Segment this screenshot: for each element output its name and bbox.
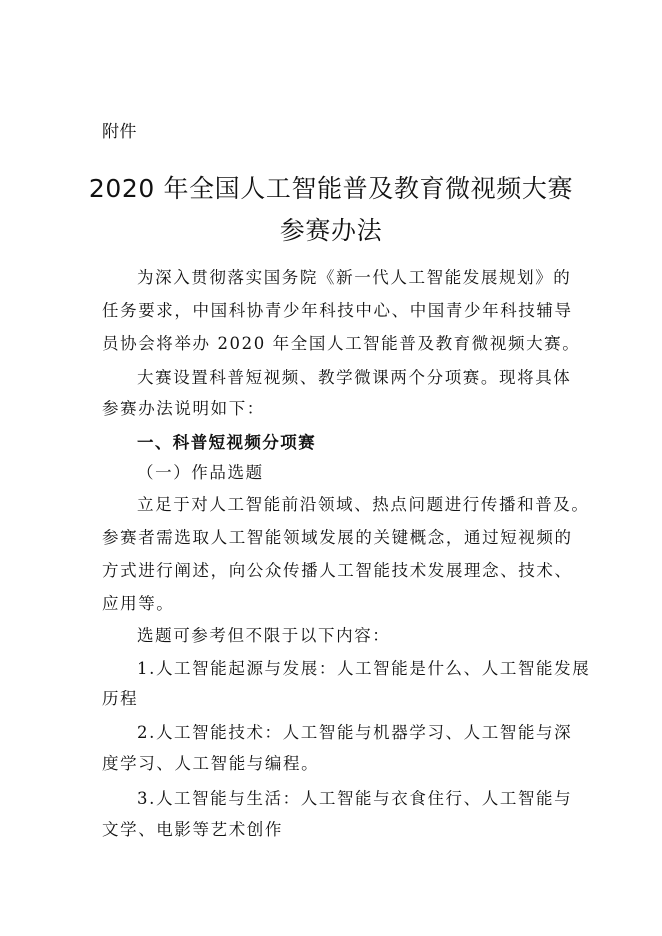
paragraph-line: 方式进行阐述，向公众传播人工智能技术发展理念、技术、 [102, 561, 573, 580]
paragraph-line: 参赛办法说明如下： [102, 399, 265, 418]
document-title-line-1: 2020 年全国人工智能普及教育微视频大赛 [88, 174, 574, 203]
section-heading: 一、科普短视频分项赛 [137, 433, 316, 452]
attachment-label: 附件 [102, 122, 137, 142]
subsection-heading: （一）作品选题 [137, 463, 264, 482]
paragraph-line: 员协会将举办 2020 年全国人工智能普及教育微视频大赛。 [102, 334, 581, 353]
list-item-line: 3.人工智能与生活：人工智能与衣食住行、人工智能与 [137, 789, 573, 808]
list-item-line: 度学习、人工智能与编程。 [102, 754, 320, 773]
paragraph-line: 大赛设置科普短视频、教学微课两个分项赛。现将具体 [137, 368, 572, 387]
document-title-line-2: 参赛办法 [279, 216, 383, 245]
list-item-line: 文学、电影等艺术创作 [102, 820, 283, 839]
paragraph-line: 立足于对人工智能前沿领域、热点问题进行传播和普及。 [137, 495, 590, 514]
paragraph-line: 选题可参考但不限于以下内容： [137, 626, 391, 645]
list-item-line: 1.人工智能起源与发展：人工智能是什么、人工智能发展 [137, 659, 591, 678]
list-item-line: 历程 [102, 689, 139, 708]
paragraph-line: 参赛者需选取人工智能领域发展的关键概念，通过短视频的 [102, 528, 573, 547]
paragraph-line: 任务要求，中国科协青少年科技中心、中国青少年科技辅导 [102, 301, 573, 320]
paragraph-line: 为深入贯彻落实国务院《新一代人工智能发展规划》的 [137, 268, 572, 287]
list-item-line: 2.人工智能技术：人工智能与机器学习、人工智能与深 [137, 723, 573, 742]
paragraph-line: 应用等。 [102, 594, 175, 613]
